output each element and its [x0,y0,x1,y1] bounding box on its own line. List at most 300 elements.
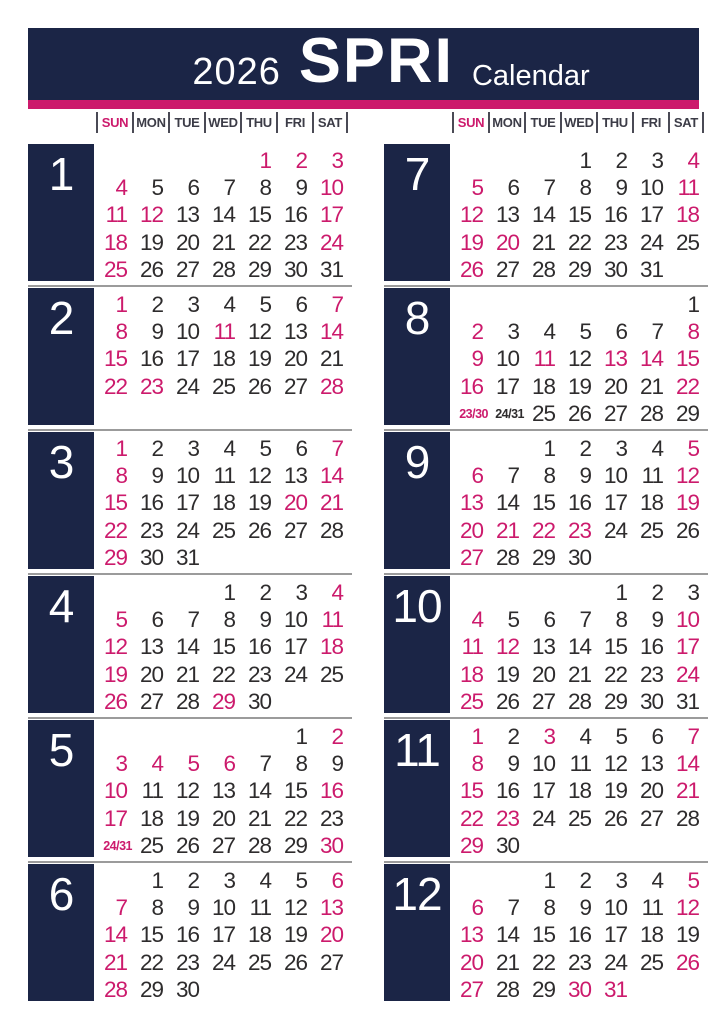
day-cell: 24 [211,949,235,975]
day-cell: 29 [247,257,271,283]
month-12 [384,862,708,1006]
month-number-label: 1 [48,148,74,200]
day-cell: 16 [139,490,163,516]
day-cell: 20 [639,778,663,804]
day-cell: 9 [151,319,163,345]
day-cell: 18 [211,490,235,516]
day-cell: 27 [531,689,555,715]
day-cell: 26 [247,517,271,543]
day-cell: 16 [139,346,163,372]
day-cell: 17 [175,490,199,516]
day-cell: 25 [103,257,127,283]
day-cell: 2 [579,867,591,893]
day-cell: 11 [321,607,343,633]
day-cell: 17 [211,922,235,948]
weekday-thu: THU [596,112,632,133]
week-row [454,689,706,716]
day-cell: 12 [675,463,699,489]
month-number-block [384,144,450,281]
day-cell: 29 [567,257,591,283]
day-cell: 3 [295,579,307,605]
day-cell: 16 [319,778,343,804]
day-cell: 14 [495,922,519,948]
day-cell: 11 [105,202,127,228]
day-cell: 8 [151,895,163,921]
day-cell: 24/31 [103,839,132,854]
day-cell: 8 [295,751,307,777]
day-cell: 26 [495,689,519,715]
day-cell: 28 [319,517,343,543]
week-row [98,174,350,201]
month-number-block [384,576,450,713]
day-cell: 19 [247,490,271,516]
day-cell: 2 [471,319,483,345]
week-row [98,545,350,572]
month-number-label: 9 [404,436,430,488]
day-cell: 5 [471,175,483,201]
day-cell: 5 [579,319,591,345]
day-cell: 27 [459,545,483,571]
week-row [98,723,350,750]
title-bar [28,28,699,100]
day-cell: 14 [531,202,555,228]
month-7 [384,142,708,286]
day-cell: 25 [139,833,163,859]
month-1 [28,142,352,286]
day-cell: 6 [543,607,555,633]
day-cell: 22 [211,661,235,687]
day-cell: 30 [319,833,343,859]
month-8 [384,286,708,430]
day-cell: 23 [139,517,163,543]
week-row [98,517,350,544]
day-cell: 15 [283,778,307,804]
day-cell: 13 [139,634,163,660]
day-cell: 1 [687,291,699,317]
day-cell: 15 [531,922,555,948]
day-cell: 21 [675,778,699,804]
month-number-label: 12 [392,868,442,920]
day-cell: 8 [115,463,127,489]
day-cell: 31 [175,545,199,571]
day-cell: 20 [459,517,483,543]
day-cell: 23 [247,661,271,687]
day-cell: 26 [675,949,699,975]
day-cell: 4 [151,751,163,777]
month-separator [384,573,708,575]
month-number-block [384,720,450,857]
day-cell: 6 [615,319,627,345]
week-row [98,606,350,633]
day-cell: 9 [151,463,163,489]
week-row [98,689,350,716]
day-cell: 27 [459,977,483,1003]
day-cell: 26 [567,401,591,427]
day-cell: 28 [495,545,519,571]
day-cell: 23 [283,229,307,255]
day-cell: 30 [567,977,591,1003]
week-row [98,867,350,894]
day-cell: 21 [495,517,519,543]
weekday-wed: WED [560,112,596,133]
week-row [98,922,350,949]
month-number-label: 4 [48,580,74,632]
day-cell: 18 [459,661,483,687]
day-cell: 14 [319,319,343,345]
day-cell: 10 [283,607,307,633]
day-cell: 3 [687,579,699,605]
day-cell: 13 [283,463,307,489]
day-cell: 10 [103,778,127,804]
day-cell: 24/31 [495,407,524,422]
day-cell: 10 [319,175,343,201]
day-cell: 25 [675,229,699,255]
day-cell: 12 [175,778,199,804]
day-cell: 23 [639,661,663,687]
day-cell: 18 [211,346,235,372]
day-cell: 15 [531,490,555,516]
week-row [454,833,706,860]
week-row [98,778,350,805]
month-number-block [28,576,94,713]
day-cell: 16 [603,202,627,228]
day-cell: 14 [567,634,591,660]
day-cell: 7 [331,435,343,461]
day-cell: 18 [319,634,343,660]
day-cell: 1 [259,147,271,173]
day-cell: 15 [567,202,591,228]
day-cell: 5 [687,867,699,893]
day-cell: 1 [543,435,555,461]
day-cell: 21 [495,949,519,975]
day-cell: 7 [507,895,519,921]
day-cell: 22 [567,229,591,255]
week-row [454,579,706,606]
day-cell: 7 [507,463,519,489]
week-row [98,346,350,373]
day-cell: 10 [603,895,627,921]
day-cell: 12 [247,319,271,345]
day-cell: 28 [531,257,555,283]
year-label: 2026 [192,51,281,93]
month-9 [384,430,708,574]
day-cell: 13 [495,202,519,228]
day-cell: 19 [103,661,127,687]
day-cell: 23 [567,949,591,975]
day-cell: 9 [187,895,199,921]
day-cell: 25 [211,373,235,399]
day-cell: 19 [175,805,199,831]
day-cell: 2 [651,579,663,605]
day-cell: 27 [639,805,663,831]
day-cell: 27 [495,257,519,283]
day-cell: 4 [651,867,663,893]
calendar-label: Calendar [471,59,590,92]
week-row [98,949,350,976]
day-cell: 20 [211,805,235,831]
day-cell: 19 [675,490,699,516]
day-cell: 30 [567,545,591,571]
day-cell: 11 [677,175,699,201]
day-cell: 21 [531,229,555,255]
day-cell: 20 [283,346,307,372]
day-cell: 2 [295,147,307,173]
day-cell: 22 [603,661,627,687]
day-cell: 3 [187,291,199,317]
day-cell: 5 [615,723,627,749]
day-cell: 12 [459,202,483,228]
day-cell: 4 [223,291,235,317]
week-row [454,174,706,201]
week-row [454,401,706,428]
day-cell: 26 [175,833,199,859]
month-separator [384,429,708,431]
day-cell: 7 [115,895,127,921]
day-cell: 23/30 [459,407,488,422]
weekday-tue: TUE [168,112,204,133]
week-row [454,291,706,318]
day-cell: 12 [675,895,699,921]
month-3 [28,430,352,574]
day-cell: 24 [603,949,627,975]
weekday-sat: SAT [312,112,348,133]
week-row [454,867,706,894]
day-cell: 15 [459,778,483,804]
week-row [98,805,350,832]
week-row [98,894,350,921]
week-row [454,723,706,750]
month-number-label: 5 [48,724,74,776]
week-row [98,257,350,284]
month-10 [384,574,708,718]
dates-grid [454,867,706,1004]
day-cell: 29 [283,833,307,859]
weekday-mon: MON [488,112,524,133]
dates-grid [454,291,706,428]
month-separator [28,285,352,287]
week-row [454,147,706,174]
day-cell: 1 [295,723,307,749]
day-cell: 16 [459,373,483,399]
weekday-wed: WED [204,112,240,133]
day-cell: 29 [211,689,235,715]
day-cell: 23 [139,373,163,399]
day-cell: 26 [103,689,127,715]
day-cell: 31 [319,257,343,283]
week-row [454,750,706,777]
day-cell: 23 [603,229,627,255]
week-row [98,462,350,489]
weekday-header-left [96,112,348,133]
weekday-tue: TUE [524,112,560,133]
day-cell: 24 [283,661,307,687]
day-cell: 2 [579,435,591,461]
day-cell: 29 [531,977,555,1003]
day-cell: 23 [495,805,519,831]
day-cell: 7 [543,175,555,201]
week-row [454,805,706,832]
day-cell: 11 [141,778,163,804]
week-row [454,318,706,345]
day-cell: 16 [495,778,519,804]
day-cell: 4 [687,147,699,173]
day-cell: 3 [507,319,519,345]
day-cell: 18 [639,922,663,948]
day-cell: 28 [495,977,519,1003]
day-cell: 26 [247,373,271,399]
day-cell: 20 [531,661,555,687]
dates-grid [454,435,706,572]
month-5 [28,718,352,862]
week-row [454,462,706,489]
day-cell: 21 [103,949,127,975]
day-cell: 25 [639,949,663,975]
accent-bar [28,100,699,109]
day-cell: 11 [569,751,591,777]
day-cell: 6 [151,607,163,633]
day-cell: 12 [603,751,627,777]
day-cell: 28 [247,833,271,859]
day-cell: 3 [187,435,199,461]
day-cell: 23 [567,517,591,543]
day-cell: 25 [639,517,663,543]
day-cell: 11 [213,463,235,489]
weekday-sun: SUN [452,112,488,133]
week-row [98,977,350,1004]
day-cell: 14 [495,490,519,516]
day-cell: 30 [247,689,271,715]
day-cell: 22 [675,373,699,399]
month-separator [28,717,352,719]
day-cell: 29 [675,401,699,427]
day-cell: 28 [319,373,343,399]
day-cell: 13 [639,751,663,777]
day-cell: 19 [567,373,591,399]
week-row [98,490,350,517]
day-cell: 6 [507,175,519,201]
day-cell: 18 [639,490,663,516]
day-cell: 6 [471,463,483,489]
day-cell: 11 [213,319,235,345]
day-cell: 19 [459,229,483,255]
day-cell: 24 [175,373,199,399]
week-row [454,229,706,256]
day-cell: 16 [567,922,591,948]
day-cell: 6 [651,723,663,749]
day-cell: 10 [603,463,627,489]
day-cell: 11 [533,346,555,372]
day-cell: 17 [319,202,343,228]
day-cell: 18 [103,229,127,255]
week-row [98,579,350,606]
day-cell: 21 [567,661,591,687]
day-cell: 8 [223,607,235,633]
day-cell: 23 [319,805,343,831]
day-cell: 20 [459,949,483,975]
day-cell: 20 [283,490,307,516]
day-cell: 12 [247,463,271,489]
month-separator [384,861,708,863]
day-cell: 5 [507,607,519,633]
weekday-mon: MON [132,112,168,133]
week-row [454,373,706,400]
day-cell: 25 [211,517,235,543]
day-cell: 15 [675,346,699,372]
day-cell: 22 [283,805,307,831]
day-cell: 15 [603,634,627,660]
day-cell: 7 [187,607,199,633]
day-cell: 10 [175,319,199,345]
day-cell: 2 [615,147,627,173]
day-cell: 17 [103,805,127,831]
day-cell: 4 [471,607,483,633]
day-cell: 4 [651,435,663,461]
day-cell: 24 [639,229,663,255]
day-cell: 20 [319,922,343,948]
day-cell: 17 [531,778,555,804]
weekday-fri: FRI [276,112,312,133]
day-cell: 18 [139,805,163,831]
day-cell: 13 [175,202,199,228]
day-cell: 27 [319,949,343,975]
day-cell: 2 [331,723,343,749]
day-cell: 20 [603,373,627,399]
week-row [454,949,706,976]
week-row [454,435,706,462]
day-cell: 25 [319,661,343,687]
month-number-block [384,432,450,569]
dates-grid [454,723,706,860]
week-row [98,147,350,174]
day-cell: 4 [259,867,271,893]
day-cell: 25 [567,805,591,831]
day-cell: 17 [175,346,199,372]
day-cell: 1 [223,579,235,605]
day-cell: 28 [211,257,235,283]
day-cell: 18 [567,778,591,804]
day-cell: 11 [249,895,271,921]
day-cell: 23 [175,949,199,975]
week-row [98,661,350,688]
day-cell: 28 [675,805,699,831]
day-cell: 1 [615,579,627,605]
week-row [454,346,706,373]
day-cell: 17 [495,373,519,399]
day-cell: 31 [603,977,627,1003]
day-cell: 4 [543,319,555,345]
weekday-sun: SUN [96,112,132,133]
day-cell: 19 [675,922,699,948]
day-cell: 25 [531,401,555,427]
day-cell: 22 [103,517,127,543]
day-cell: 28 [103,977,127,1003]
day-cell: 24 [319,229,343,255]
month-separator [384,717,708,719]
day-cell: 5 [115,607,127,633]
day-cell: 6 [295,435,307,461]
day-cell: 17 [283,634,307,660]
day-cell: 31 [639,257,663,283]
dates-grid [98,867,350,1004]
day-cell: 5 [687,435,699,461]
day-cell: 12 [139,202,163,228]
day-cell: 7 [259,751,271,777]
day-cell: 30 [139,545,163,571]
day-cell: 8 [471,751,483,777]
week-row [98,373,350,400]
day-cell: 6 [471,895,483,921]
day-cell: 21 [319,346,343,372]
